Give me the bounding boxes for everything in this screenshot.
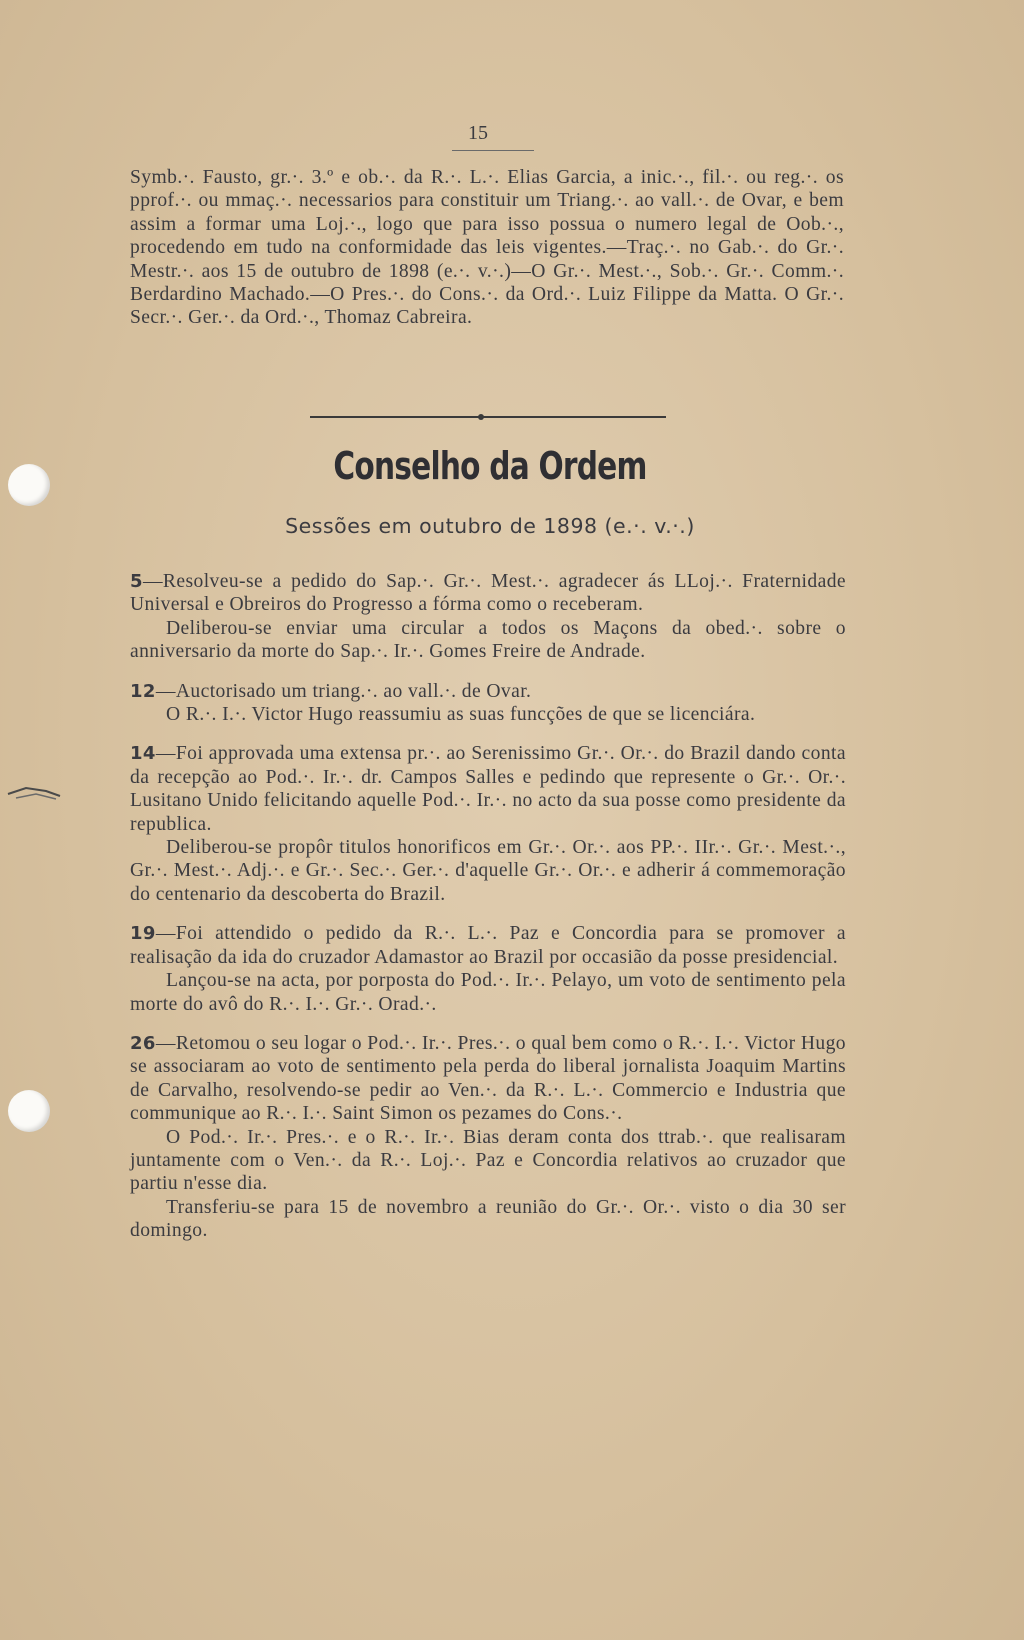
entry-paragraph: 26—Retomou o seu logar o Pod.·. Ir.·. Pres.·. o qual bem como o R.·. I.·. Victor Hugo se associaram ao voto de sentimento pela perda do liberal jornalista Joaquim Martins de Carvalho, resolvendo-se pedir ao Ven.·. da R.·. L.·. Commercio e Industria que communique ao R.·. I.·. Saint Simon os pezames do Cons.·. <box>130 1032 846 1125</box>
intro-text <box>130 166 844 330</box>
binder-hole-bottom <box>8 1090 50 1132</box>
binder-hole-top <box>8 464 50 506</box>
entry-paragraph: Transferiu-se para 15 de novembro a reunião do Gr.·. Or.·. visto o dia 30 ser domingo. <box>130 1196 846 1242</box>
paper-clip-mark-icon <box>6 782 62 802</box>
entry-day: 26 <box>130 1032 156 1054</box>
section-subheading: Sessões em outubro de 1898 (e.·. v.·.) <box>285 514 695 538</box>
section-divider <box>310 416 666 418</box>
entry-day: 12 <box>130 680 156 702</box>
page-number: 15 <box>468 122 488 144</box>
entry-paragraph: O Pod.·. Ir.·. Pres.·. e o R.·. Ir.·. Bias deram conta dos ttrab.·. que realisaram juntamente com o Ven.·. da R.·. Loj.·. Paz e Concordia relativos ao cruzador que partiu n'esse dia. <box>130 1126 846 1195</box>
entry-paragraph: Deliberou-se enviar uma circular a todos os Maçons da obed.·. sobre o anniversario da morte do Sap.·. Ir.·. Gomes Freire de Andrade. <box>130 617 846 663</box>
section-heading: Conselho da Ordem <box>333 444 647 488</box>
session-entries <box>130 570 846 1243</box>
entry-paragraph: Lançou-se na acta, por porposta do Pod.·. Ir.·. Pelayo, um voto de sentimento pela morte do avô do R.·. I.·. Gr.·. Orad.·. <box>130 970 846 1015</box>
entry-paragraph: 14—Foi approvada uma extensa pr.·. ao Serenissimo Gr.·. Or.·. do Brazil dando conta da recepção ao Pod.·. Ir.·. dr. Campos Salles e pedindo que represente o Gr.·. Or.·. Lusitano Unido felicitando aquelle Pod.·. Ir.·. no acto da sua posse como presidente da republica. <box>130 743 846 835</box>
entry-day: 19 <box>130 923 156 945</box>
entry-paragraph: O R.·. I.·. Victor Hugo reassumiu as suas funcções de que se licenciára. <box>166 704 756 726</box>
intro-paragraph: Symb.·. Fausto, gr.·. 3.º e ob.·. da R.·. L.·. Elias Garcia, a inic.·., fil.·. ou reg.·. os pprof.·. ou mmaç.·. necessarios para constituir um Triang.·. ao vall.·. de Ovar, e bem assim a formar uma Loj.·., logo que para isso possua o numero legal de Oob.·., procedendo em tudo na conformidade das leis vigentes.—Traç.·. no Gab.·. do Gr.·. Mestr.·. aos 15 de outubro de 1898 (e.·. v.·.)—O Gr.·. Mest.·., Sob.·. Gr.·. Comm.·. Berdardino Machado.—O Pres.·. do Cons.·. da Ord.·. Luiz Filippe da Matta. O Gr.·. Secr.·. Ger.·. da Ord.·., Thomaz Cabreira. <box>130 167 844 329</box>
entry-paragraph: Deliberou-se propôr titulos honorificos em Gr.·. Or.·. aos PP.·. IIr.·. Gr.·. Mest.·., Gr.·. Mest.·. Adj.·. e Gr.·. Sec.·. Ger.·. d'aquelle Gr.·. Or.·. e adherir á commemoração do centenario da descoberta do Brazil. <box>130 837 846 905</box>
entry-day: 5 <box>130 571 143 592</box>
page-number-rule <box>452 150 534 151</box>
entry-paragraph: 19—Foi attendido o pedido da R.·. L.·. Paz e Concordia para se promover a realisação da ida do cruzador Adamastor ao Brazil por occasião da posse presidencial. <box>130 923 846 968</box>
entry-day: 14 <box>130 743 156 765</box>
entry-paragraph: 12—Auctorisado um triang.·. ao vall.·. de Ovar. <box>130 680 532 702</box>
entry-paragraph: 5—Resolveu-se a pedido do Sap.·. Gr.·. Mest.·. agradecer ás LLoj.·. Fraternidade Universal e Obreiros do Progresso a fórma como o receberam. <box>130 571 846 616</box>
